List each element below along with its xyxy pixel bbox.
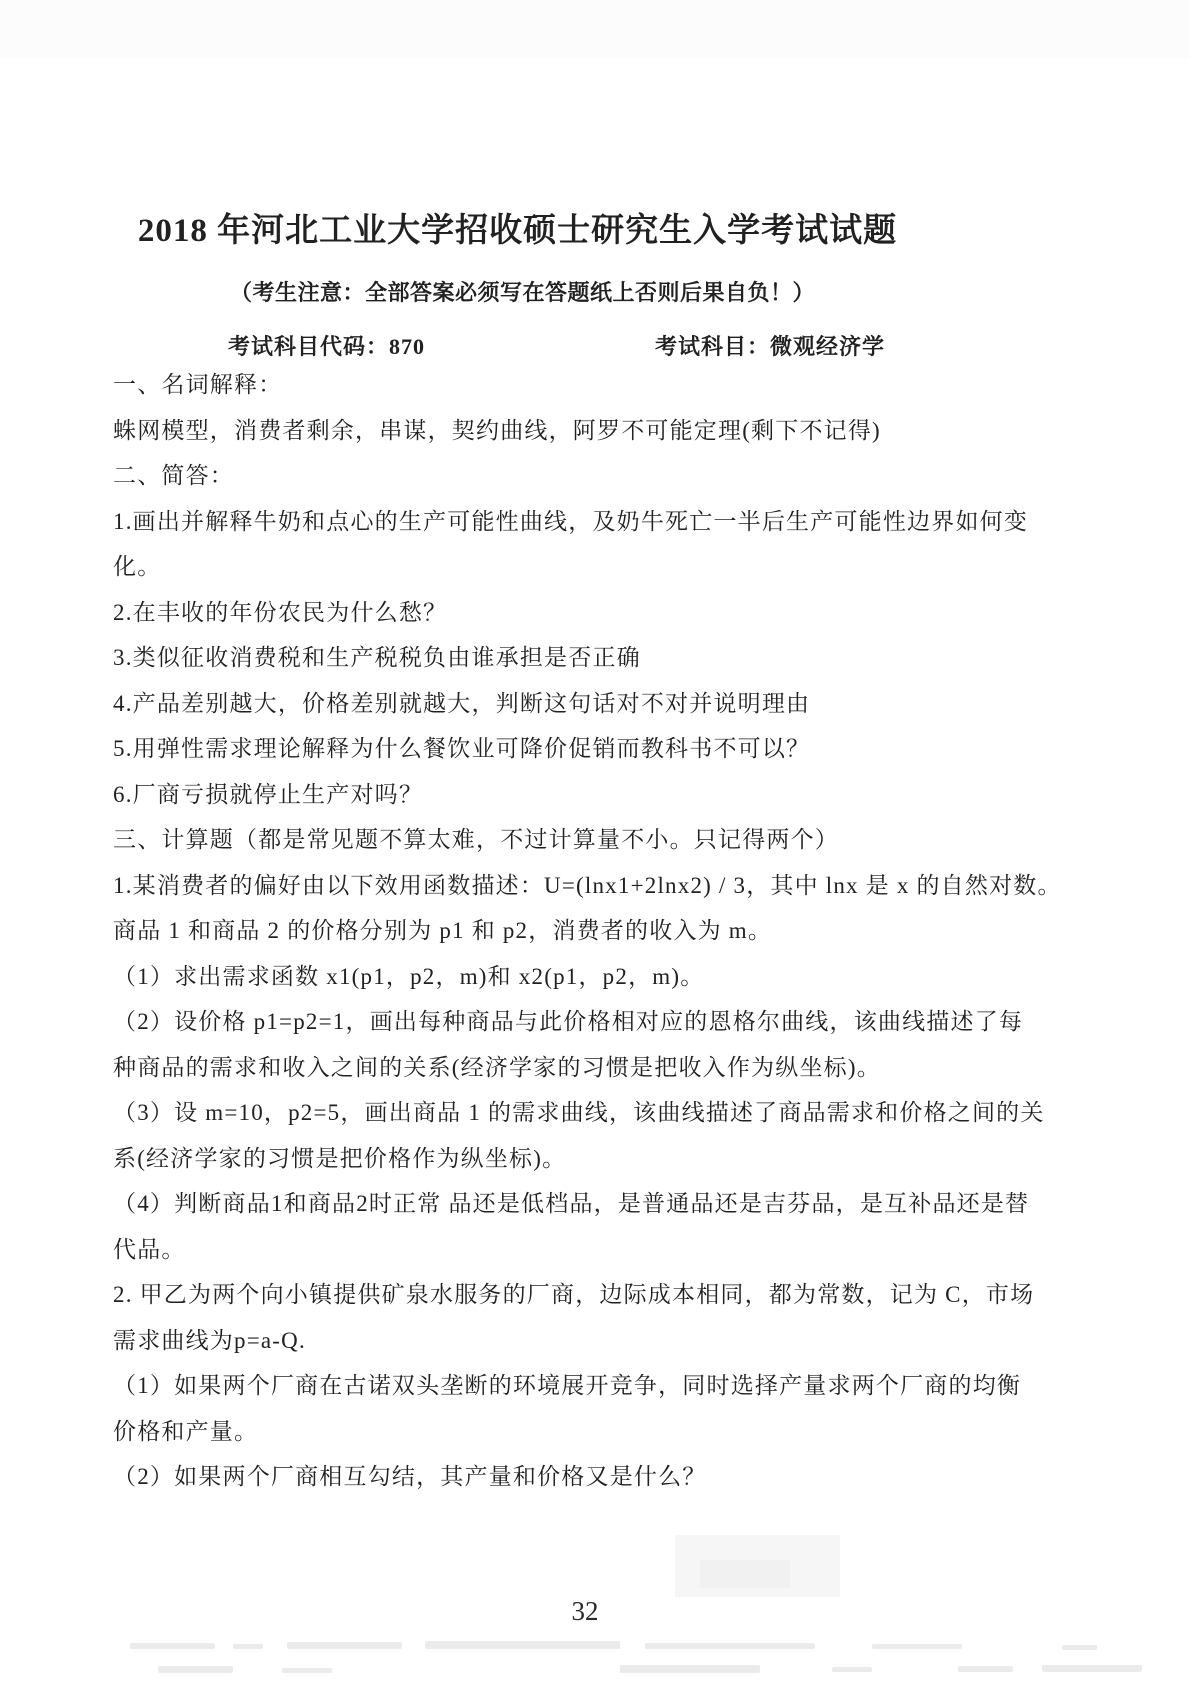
body-line: 代品。: [113, 1236, 186, 1262]
scan-artifact: [287, 1642, 402, 1649]
body-line: 蛛网模型，消费者剩余，串谋，契约曲线，阿罗不可能定理(剩下不记得): [113, 417, 881, 443]
scan-artifact: [872, 1644, 962, 1649]
body-line: 系(经济学家的习惯是把价格作为纵坐标)。: [113, 1145, 567, 1171]
body-line: 4.产品差别越大，价格差别就越大，判断这句话对不对并说明理由: [113, 690, 811, 716]
body-line: 化。: [113, 554, 162, 579]
scan-artifact: [958, 1666, 1013, 1672]
body-line: （2）设价格 p1=p2=1，画出每种商品与此价格相对应的恩格尔曲线，该曲线描述了每: [113, 1009, 1024, 1034]
body-line: 3.类似征收消费税和生产税税负由谁承担是否正确: [113, 645, 641, 670]
body-line: 6.厂商亏损就停止生产对吗？: [113, 781, 424, 807]
body-line: 种商品的需求和收入之间的关系(经济学家的习惯是把收入作为纵坐标)。: [113, 1054, 881, 1080]
body-line: 1.画出并解释牛奶和点心的生产可能性曲线，及奶牛死亡一半后生产可能性边界如何变: [113, 508, 1029, 534]
scan-artifact: [1062, 1645, 1097, 1650]
body-line: （4）判断商品1和商品2时正常 品还是低档品，是普通品还是吉芬品，是互补品还是替: [113, 1191, 1030, 1216]
scan-artifact: [1042, 1665, 1142, 1672]
scan-artifact: [645, 1643, 815, 1649]
body-line: （3）设 m=10，p2=5，画出商品 1 的需求曲线，该曲线描述了商品需求和价格之间的关: [113, 1100, 1045, 1125]
page-number: 32: [571, 1596, 599, 1626]
body-line: 2. 甲乙为两个向小镇提供矿泉水服务的厂商，边际成本相同，都为常数，记为 C，市场: [113, 1282, 1035, 1307]
body-line: （2）如果两个厂商相互勾结，其产量和价格又是什么？: [113, 1464, 707, 1489]
body-line: 需求曲线为p=a-Q.: [113, 1327, 306, 1353]
subject-code: 考试科目代码：870: [228, 334, 426, 359]
body-line: 1.某消费者的偏好由以下效用函数描述：U=(lnx1+2lnx2) / 3，其中 lnx 是 x 的自然对数。: [113, 872, 1062, 898]
scan-artifact: [620, 1665, 760, 1673]
page-title: 2018 年河北工业大学招收硕士研究生入学考试试题: [137, 213, 898, 249]
subject-name: 考试科目：微观经济学: [655, 334, 886, 359]
section-heading: 一、名词解释：: [113, 372, 283, 397]
exam-body: [113, 362, 1088, 1500]
body-line: 价格和产量。: [113, 1418, 259, 1444]
body-line: 2.在丰收的年份农民为什么愁？: [113, 599, 448, 625]
body-line: 5.用弹性需求理论解释为什么餐饮业可降价促销而教科书不可以？: [113, 736, 811, 761]
scan-artifact: [233, 1644, 263, 1649]
body-line: 商品 1 和商品 2 的价格分别为 p1 和 p2，消费者的收入为 m。: [113, 918, 773, 943]
scan-artifact: [158, 1666, 233, 1673]
body-line: （1）如果两个厂商在古诺双头垄断的环境展开竞争，同时选择产量求两个厂商的均衡: [113, 1373, 1022, 1398]
scan-artifact: [832, 1667, 872, 1672]
scan-artifact: [425, 1641, 620, 1649]
section-heading: 三、计算题（都是常见题不算太难，不过计算量不小。只记得两个）: [113, 827, 839, 852]
scan-artifact: [700, 1560, 790, 1588]
body-line: （1）求出需求函数 x1(p1，p2，m)和 x2(p1，p2，m)。: [113, 963, 705, 989]
exam-notice: （考生注意：全部答案必须写在答题纸上否则后果自负！）: [229, 280, 815, 305]
scan-artifact: [0, 0, 1190, 58]
section-heading: 二、简答：: [113, 463, 234, 488]
scan-artifact: [282, 1668, 332, 1673]
scan-artifact: [130, 1643, 215, 1649]
